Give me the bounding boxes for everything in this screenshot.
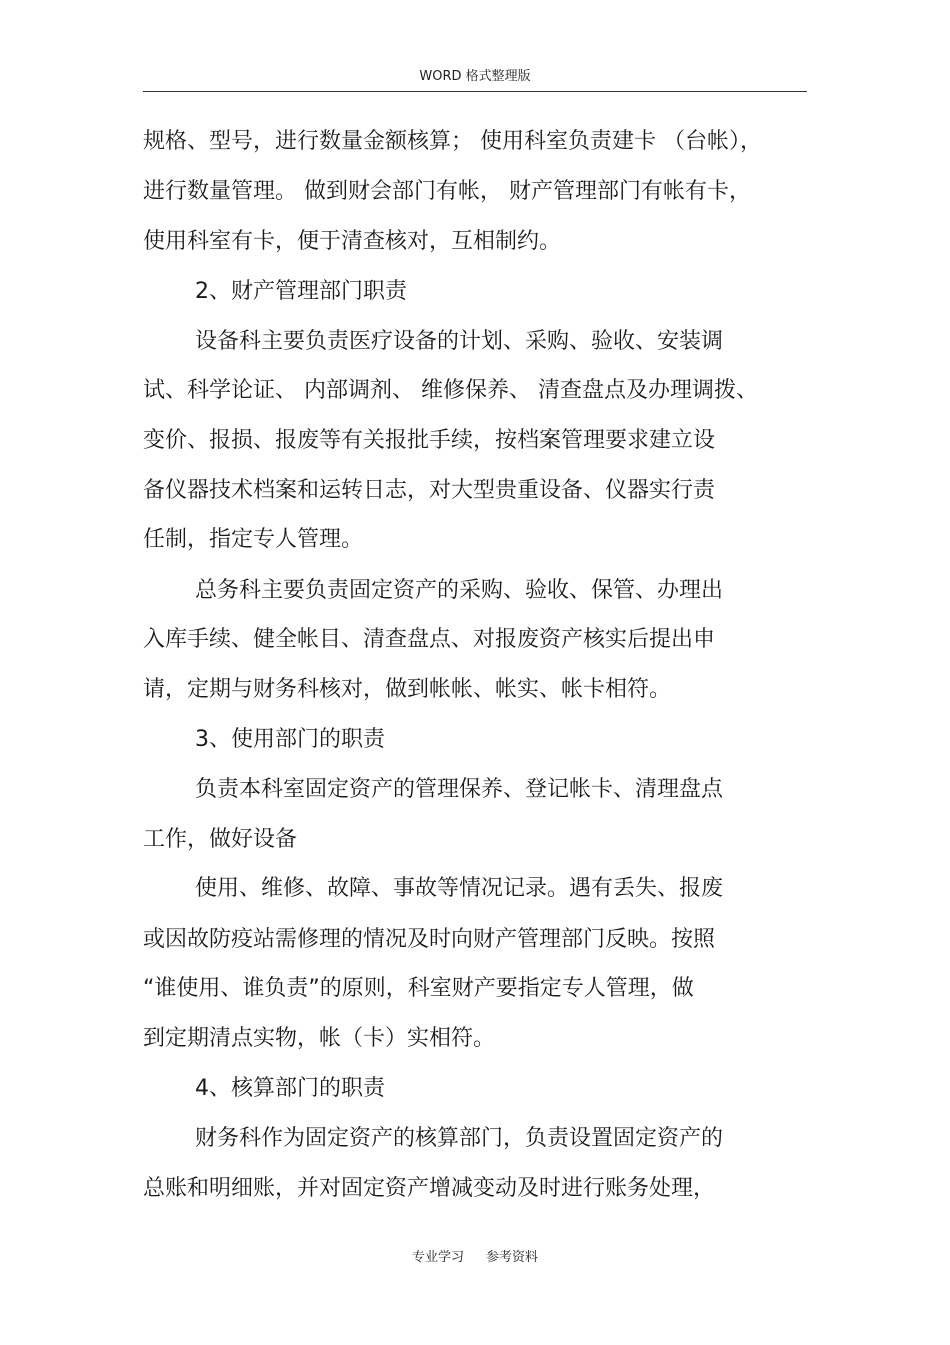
header-rule (143, 91, 807, 92)
text-line: 备仪器技术档案和运转日志，对大型贵重设备、仪器实行责 (143, 478, 716, 503)
text-line: 变价、报损、报废等有关报批手续，按档案管理要求建立设 (143, 428, 716, 453)
text-line: 入库手续、健全帐目、清查盘点、对报废资产核实后提出申 (143, 627, 716, 652)
text-line: 试、科学论证、 内部调剂、 维修保养、 清查盘点及办理调拨、 (143, 378, 758, 403)
footer-left-text: 专业学习 (411, 1250, 464, 1265)
page-footer (0, 1250, 950, 1266)
text-line: 总务科主要负责固定资产的采购、验收、保管、办理出 (195, 578, 724, 603)
section-heading: 2、财产管理部门职责 (195, 279, 407, 304)
text-line: 财务科作为固定资产的核算部门，负责设置固定资产的 (195, 1126, 724, 1151)
text-line: 工作，做好设备 (143, 827, 298, 852)
text-line: 使用科室有卡，便于清查核对，互相制约。 (143, 229, 562, 254)
section-heading: 4、核算部门的职责 (195, 1076, 385, 1101)
section-heading: 3、使用部门的职责 (195, 727, 385, 752)
text-line: 进行数量管理。 做到财会部门有帐， 财产管理部门有帐有卡， (143, 179, 751, 204)
text-line: 负责本科室固定资产的管理保养、登记帐卡、清理盘点 (195, 777, 724, 802)
text-line: 总账和明细账，并对固定资产增减变动及时进行账务处理， (143, 1176, 716, 1201)
text-line: “谁使用、谁负责”的原则，科室财产要指定专人管理，做 (143, 976, 694, 1001)
text-line: 规格、型号，进行数量金额核算； 使用科室负责建卡 （台帐）， (143, 129, 762, 154)
text-line: 请，定期与财务科核对，做到帐帐、帐实、帐卡相符。 (143, 677, 672, 702)
page-header: WORD 格式整理版 (419, 69, 531, 84)
text-line: 设备科主要负责医疗设备的计划、采购、验收、安装调 (195, 329, 724, 354)
text-line: 任制，指定专人管理。 (143, 527, 364, 552)
text-line: 到定期清点实物，帐（卡）实相符。 (143, 1026, 496, 1051)
text-line: 使用、维修、故障、事故等情况记录。遇有丢失、报废 (195, 876, 724, 901)
text-line: 或因故防疫站需修理的情况及时向财产管理部门反映。按照 (143, 927, 716, 952)
footer-right-text: 参考资料 (486, 1250, 539, 1265)
